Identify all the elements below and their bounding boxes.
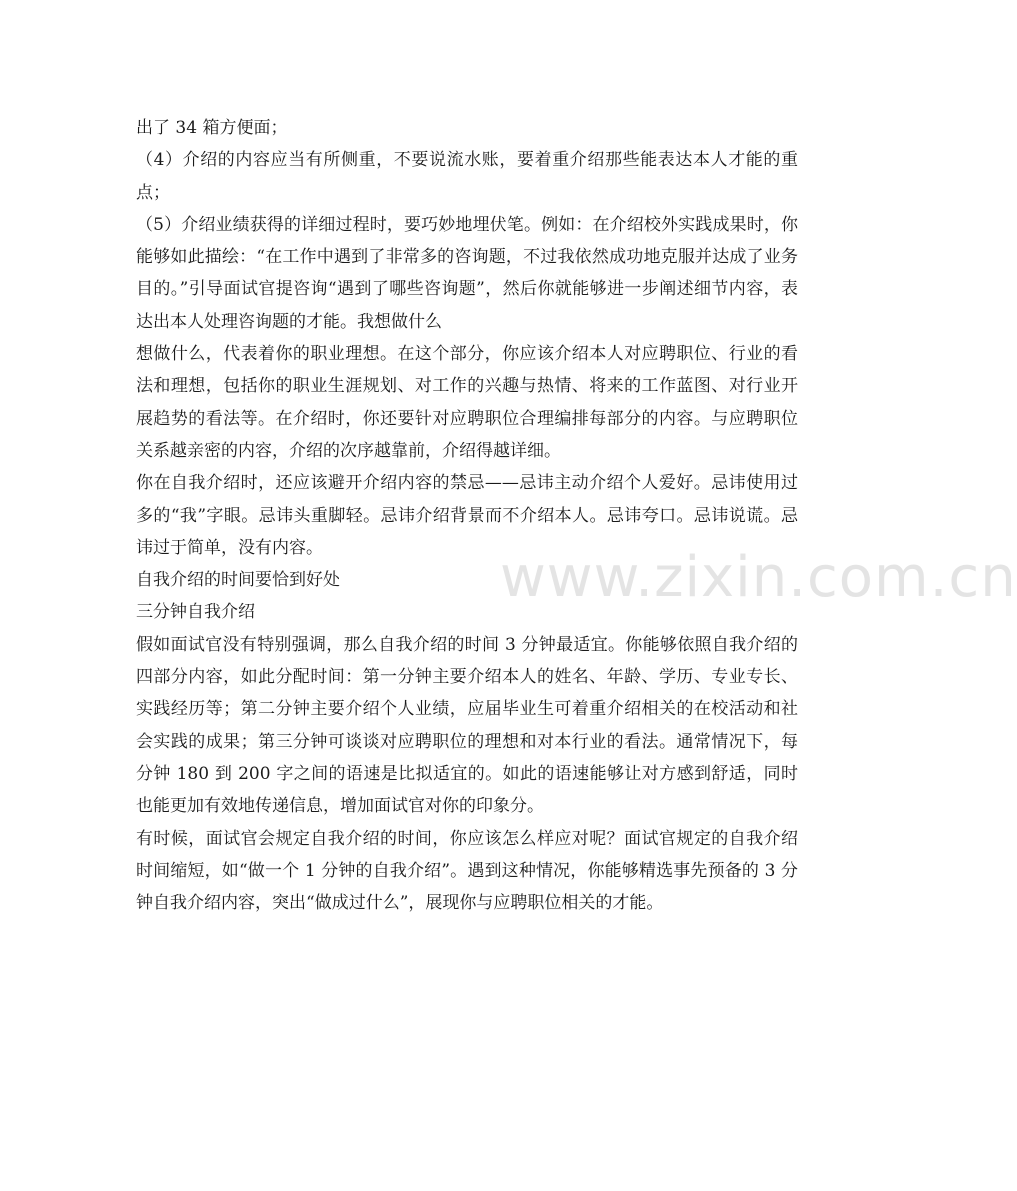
document-body	[136, 112, 798, 919]
paragraph-point-4: （4）介绍的内容应当有所侧重，不要说流水账，要着重介绍那些能表达本人才能的重点；	[136, 150, 798, 203]
section-heading-timing: 自我介绍的时间要恰到好处	[136, 570, 340, 591]
paragraph-point-5: （5）介绍业绩获得的详细过程时，要巧妙地埋伏笔。例如：在介绍校外实践成果时，你能够如此描绘：“在工作中遇到了非常多的咨询题，不过我依然成功地克服并达成了业务目的。”引导面试官提咨询“遇到了哪些咨询题”，然后你就能够进一步阐述细节内容，表达出本人处理咨询题的才能。我想做什么	[136, 214, 798, 332]
paragraph-taboos: 你在自我介绍时，还应该避开介绍内容的禁忌——忌讳主动介绍个人爱好。忌讳使用过多的“我”字眼。忌讳头重脚轻。忌讳介绍背景而不介绍本人。忌讳夸口。忌讳说谎。忌讳过于简单，没有内容。	[136, 473, 798, 558]
section-heading-three-minutes: 三分钟自我介绍	[136, 602, 255, 623]
paragraph-time-limit: 有时候，面试官会规定自我介绍的时间，你应该怎么样应对呢？面试官规定的自我介绍时间缩短，如“做一个 1 分钟的自我介绍”。遇到这种情况，你能够精选事先预备的 3 分钟自我介绍内容，突出“做成过什么”，展现你与应聘职位相关的才能。	[136, 828, 798, 914]
watermark: www.zixin.com.cn	[500, 545, 1017, 610]
paragraph-three-minute-plan: 假如面试官没有特别强调，那么自我介绍的时间 3 分钟最适宜。你能够依照自我介绍的四部分内容，如此分配时间：第一分钟主要介绍本人的姓名、年龄、学历、专业专长、实践经历等；第二分钟主要介绍个人业绩，应届毕业生可着重介绍相关的在校活动和社会实践的成果；第三分钟可谈谈对应聘职位的理想和对本行业的看法。通常情况下，每分钟 180 到 200 字之间的语速是比拟适宜的。如此的语速能够让对方感到舒适，同时也能更加有效地传递信息，增加面试官对你的印象分。	[136, 634, 798, 817]
paragraph-continuation: 出了 34 箱方便面；	[136, 118, 288, 138]
paragraph-career-ideal: 想做什么，代表着你的职业理想。在这个部分，你应该介绍本人对应聘职位、行业的看法和理想，包括你的职业生涯规划、对工作的兴趣与热情、将来的工作蓝图、对行业开展趋势的看法等。在介绍时，你还要针对应聘职位合理编排每部分的内容。与应聘职位关系越亲密的内容，介绍的次序越靠前，介绍得越详细。	[136, 344, 798, 461]
